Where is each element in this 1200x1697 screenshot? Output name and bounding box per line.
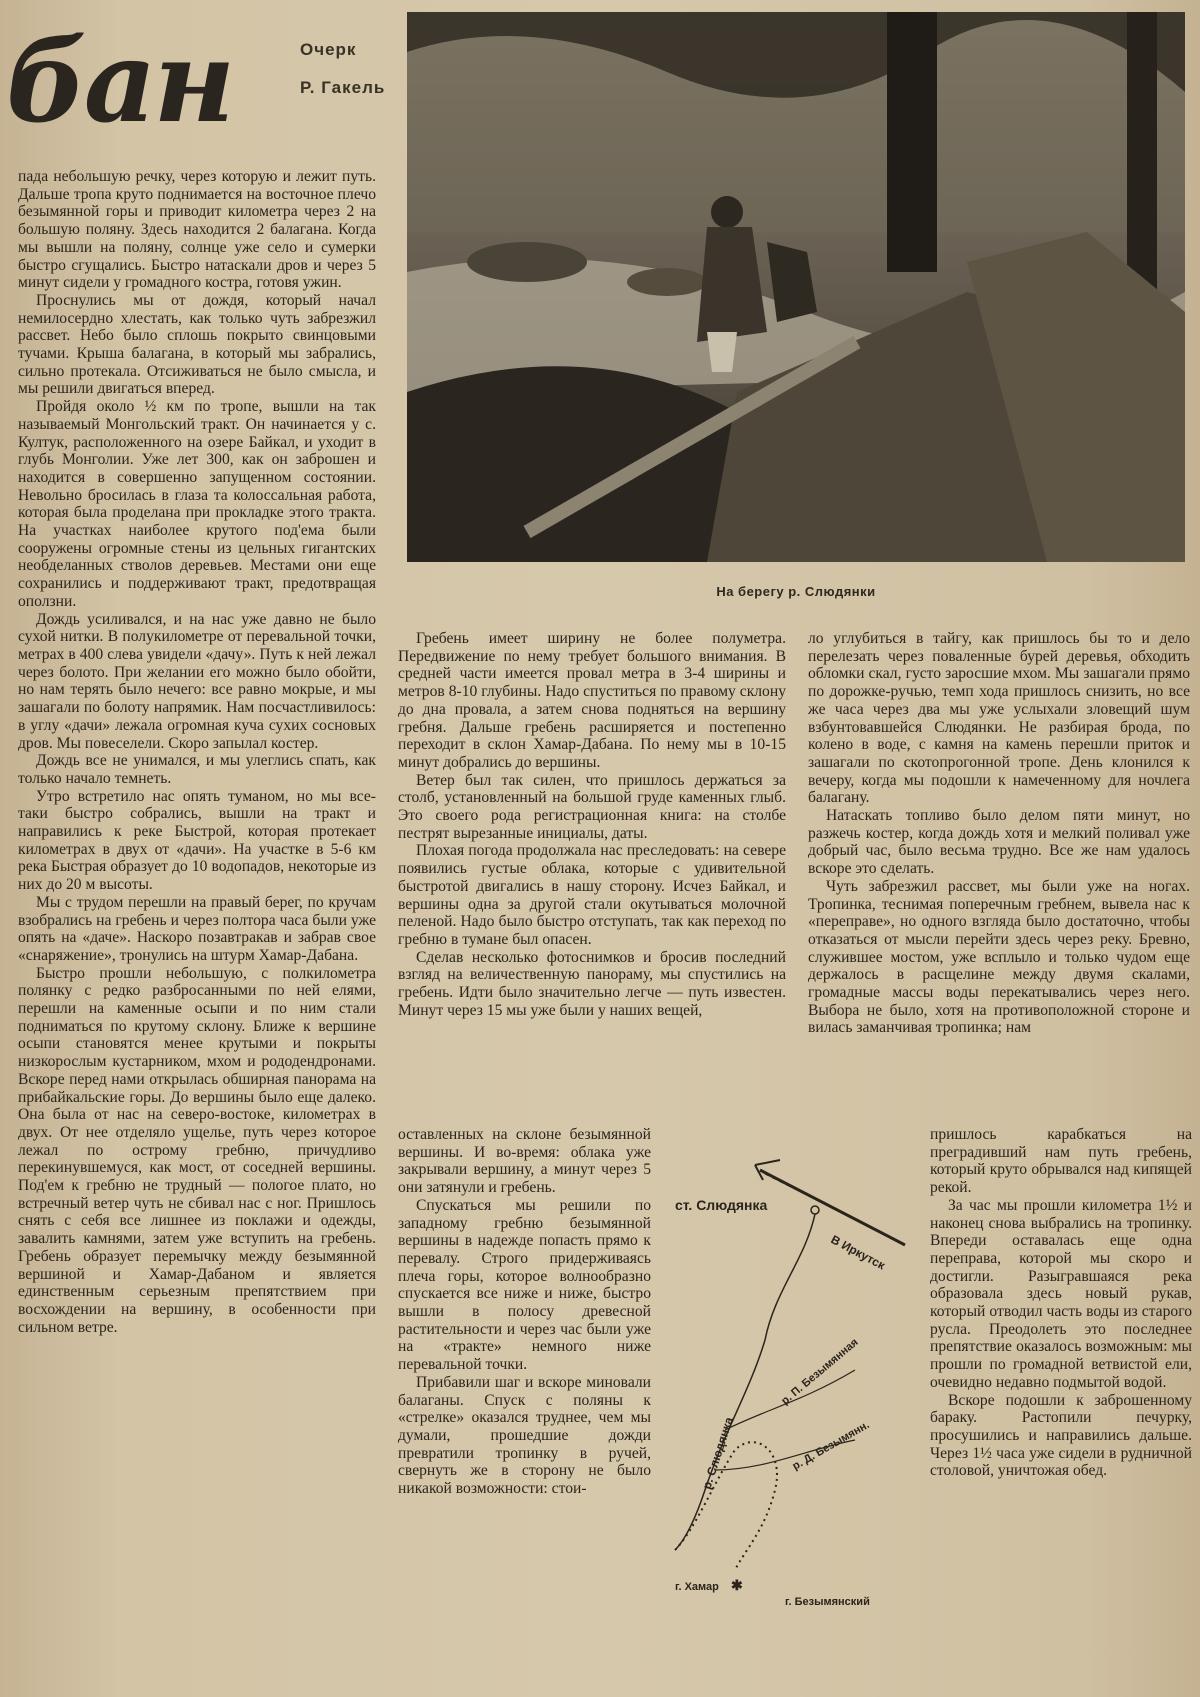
paragraph: Проснулись мы от дождя, который начал немилосердно хлестать, как только чуть забрезжил рассвет. Небо было сплошь покрыто свинцовыми тучами. Крыша балагана, в который мы забрались, сильно протекала. Отсиживаться не было смысла, и мы решили двигаться вперед. [18,291,376,398]
map-label-river-trib2: р. Д. Безымянн. [790,1418,872,1473]
paragraph: Чуть забрезжил рассвет, мы были уже на ногах. Тропинка, теснимая поперечным гребнем, вывела нас к «переправе», но одного взгляда было достаточно, чтобы отказаться от мысли перейти здесь через реку. Бревно, служившее мостом, уже всплыло и только чудом еще держалось в расщелине между двумя скалами, громадные массы воды перекатывались через него. Выбора не было, хотя на противоположной стороне и вилась заманчивая тропинка; нам [808,877,1190,1037]
article-genre: Очерк [300,40,357,59]
paragraph: Пройдя около ½ км по тропе, вышли на так называемый Монгольский тракт. Он начинается у с. Култук, расположенного на озере Байкал, и уходит в глубь Монголии. Уже лет 300, как он заброшен и находится в совершенно запущенном состоянии. Невольно бросилась в глаза та колоссальная работа, которая была проделана при прокладке этого тракта. На участках наиболее крутого под'ема были сооружены огромные стены из цельных гигантских необделанных стволов деревьев. Местами они еще сохранились и поддерживают тракт, предотвращая оползни. [18,398,376,610]
paragraph: Сделав несколько фотоснимков и бросив последний взгляд на величественную панораму, мы спустились на гребень. Идти было значительно легче — путь известен. Минут через 15 мы уже были у наших вещей, [398,948,786,1019]
paragraph: Ветер был так силен, что пришлось держаться за столб, установленный на большой груде каменных глыб. Это своего рода регистрационная книга: на столбе пестрят вырезанные инициалы, даты. [398,771,786,842]
map-label-peak2: г. Безымянский [785,1596,870,1608]
paragraph: Дождь все не унимался, и мы улеглись спать, как только начало темнеть. [18,752,376,787]
paragraph: ло углубиться в тайгу, как пришлось бы то и дело перелезать через поваленные бурей деревья, обходить обломки скал, густо заросшие мхом. Мы зашагали прямо по дорожке-ручью, темп хода пришлось снизить, но все же часа через два мы уже услыхали зловещий шум взбунтовавшейся Слюдянки. Не разбирая брода, по колено в воде, с камня на камень перешли приток и зашагали по скотопрогонной тропе. День клонился к вечеру, когда мы подошли к намеченному для ночлега балагану. [808,630,1190,807]
river-photo [407,12,1185,562]
text-column-1 [18,168,376,1688]
paragraph: Утро встретило нас опять туманом, но мы все-таки быстро собрались, вышли на тракт и направились к реке Быстрой, которая протекает километрах в двух от «дачи». На участке в 5-6 км река Быстрая образует до 10 водопадов, некоторые из них до 20 м высоты. [18,787,376,894]
route-path [675,1442,777,1570]
map-label-river-main: р. Слюдянка [699,1415,737,1491]
paragraph: Спускаться мы решили по западному гребню безымянной вершины в надежде попасть прямо к перевалу. Строго придерживаясь плеча горы, которое волнообразно спускается все ниже и ниже, быстро вышли в полосу древесной растительности и через час были уже на «тракте» немного ниже перевальной точки. [398,1196,651,1374]
arrow-icon [755,1160,780,1165]
paragraph: Мы с трудом перешли на правый берег, по кручам взобрались на гребень и через полтора часа были уже опять на «даче». Наскоро позавтракав и забрав свое «снаряжение», тронулись на штурм Хамар-Дабана. [18,893,376,964]
map-label-direction: В Иркутск [828,1232,888,1273]
map-label-station: ст. Слюдянка [675,1197,768,1213]
text-column-2 [398,630,786,1140]
paragraph: Плохая погода продолжала нас преследовать: на севере появились густые облака, которые с удивительной быстротой двигались в нашу сторону. Исчез Байкал, и вершины одна за другой стали окутываться молочной пеленой. Надо было быстро отступать, так как переход по гребню в тумане был опасен. [398,842,786,948]
station-marker [811,1206,819,1214]
text-column-3 [808,630,1190,1140]
paragraph: Дождь усиливался, и на нас уже давно не было сухой нитки. В полукилометре от перевальной точки, метрах в 400 слева увидели «дачу». Путь к ней лежал через болото. При желании его можно было обойти, но нам терять было нечего: все равно мокрые, и мы зашагали по болоту напрямик. Нам посчастливилось: в углу «дачи» лежала огромная куча сухих сосновых дров. Мы повеселели. Скоро запылал костер. [18,610,376,752]
route-map-drawing [655,1150,935,1610]
paragraph: пада небольшую речку, через которую и лежит путь. Дальше тропа круто поднимается на восточное плечо безымянной горы и приводит километра через 2 на большую поляну. Здесь находится 2 балагана. Когда мы вышли на поляну, солнце уже село и сумерки быстро сгущались. Быстро натаскали дров и через 5 минут сидели у громадного костра, готовя ужин. [18,168,376,292]
river-line [675,1214,815,1550]
paragraph: пришлось карабкаться на преградивший нам путь гребень, который круто обрывался над кипящей рекой. [930,1126,1192,1197]
article-title-fragment: бан [6,17,233,148]
paragraph: За час мы прошли километра 1½ и наконец снова выбрались на тропинку. Впереди оставалась еще одна переправа, которой мы скоро и достигли. Разыгравшаяся река образовала здесь новый рукав, который отводил часть воды из старого русла. Преодолеть это последнее препятствие оказалось возможным: мы прошли по громадной ветвистой ели, очевидно недавно подмытой водой. [930,1196,1192,1391]
photo-caption: На берегу р. Слюдянки [716,584,876,599]
paragraph: оставленных на склоне безымянной вершины. И во-время: облака уже закрывали вершину, а минут через 5 они затянули и гребень. [398,1126,651,1197]
map-label-river-trib1: р. П. Безымянная [779,1336,861,1408]
text-column-2-lower [398,1126,651,1686]
paragraph: Вскоре подошли к заброшенному бараку. Растопили печурку, просушились и направились дальше. Через 1½ часа уже сидели в рудничной столовой, уничтожая обед. [930,1391,1192,1480]
article-author: Р. Гакель [300,78,386,97]
map-label-peak1: г. Хамар [675,1581,719,1593]
peak-star-icon: ✱ [731,1577,743,1593]
paragraph: Прибавили шаг и вскоре миновали балаганы. Спуск с поляны к «стрелке» оказался труднее, чем мы думали, прошедшие дожди превратили тропинку в ручей, свернуть же в сторону не было никакой возможности: стои- [398,1373,651,1498]
river-photo-illustration [407,12,1185,562]
paragraph: Быстро прошли небольшую, с полкилометра полянку с редко разбросанными по ней елями, перешли на каменные осыпи и по ним стали подниматься по крутому склону. Ближе к вершине осыпи становятся менее крутыми и покрыты низкорослым кустарником, мхом и рододендронами. Вскоре перед нами открылась обширная панорама на прибайкальские горы. До вершины было еще далеко. Она была от нас на северо-востоке, километрах в двух. От нее отделяло ущелье, путь через которое лежал по острому гребню, причудливо перекинувшемуся, как мост, от соседней вершины. Под'ем к гребню не трудный — пологое плато, но встречный ветер чуть не сбивал нас с ног. Пришлось снять с себя все лишнее из поклажи и одежды, завалить камнями, затем уже вступить на гребень. Гребень образует перемычку между безымянной вершиной и Хамар-Дабаном и является единственным серьезным препятствием при восхождении на вершину, в особенности при сильном ветре. [18,964,376,1336]
text-column-3-lower [930,1126,1192,1686]
route-map [655,1150,935,1610]
paragraph: Гребень имеет ширину не более полуметра. Передвижение по нему требует большого внимания. В средней части имеется провал метра в 3-4 ширины и метров 8-10 глубины. Надо спуститься по правому склону до дна провала, а затем снова подняться на вершину гребня. Дальше гребень расширяется и постепенно переходит в склон Хамар-Дабана. По нему мы в 10-15 минут добрались до вершины. [398,630,786,771]
paragraph: Натаскать топливо было делом пяти минут, но разжечь костер, когда дождь хотя и мелкий поливал уже добрый час, было весьма трудно. Все же нам удалось вскоре это сделать. [808,807,1190,878]
